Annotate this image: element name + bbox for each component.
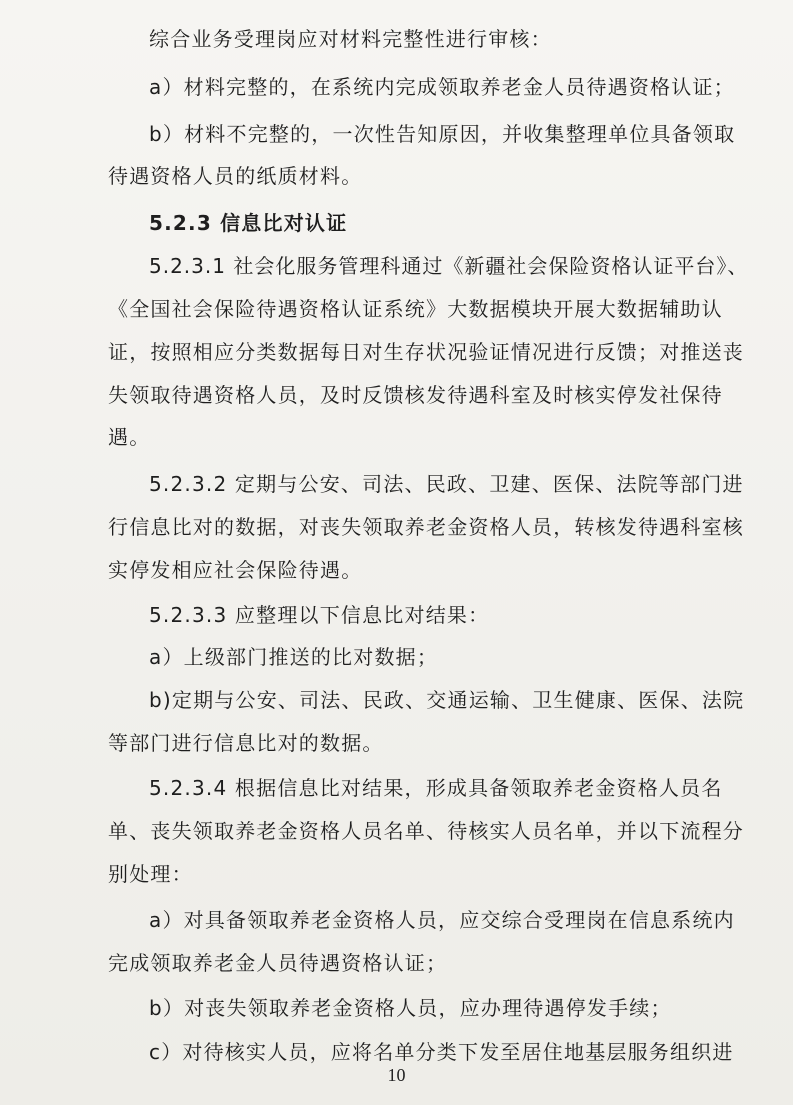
paragraph-line: c）对待核实人员，应将名单分类下发至居住地基层服务组织进: [149, 1040, 734, 1064]
paragraph-line: 实停发相应社会保险待遇。: [108, 558, 363, 582]
paragraph-line: 5.2.3.3 应整理以下信息比对结果：: [149, 603, 490, 627]
paragraph-line: 5.2.3.2 定期与公安、司法、民政、卫建、医保、法院等部门进: [149, 472, 744, 496]
paragraph-line: 等部门进行信息比对的数据。: [108, 731, 384, 755]
paragraph-line: 失领取待遇资格人员，及时反馈核发待遇科室及时核实停发社保待: [108, 383, 723, 407]
paragraph-line: 证，按照相应分类数据每日对生存状况验证情况进行反馈；对推送丧: [108, 340, 744, 364]
paragraph-line: a）材料完整的，在系统内完成领取养老金人员待遇资格认证；: [149, 75, 735, 99]
paragraph-line: a）上级部门推送的比对数据；: [149, 645, 439, 669]
paragraph-line: b）对丧失领取养老金资格人员，应办理待遇停发手续；: [149, 996, 672, 1020]
page-number: 10: [387, 1065, 406, 1085]
paragraph-line: 别处理：: [108, 862, 193, 886]
paragraph-line: 单、丧失领取养老金资格人员名单、待核实人员名单，并以下流程分: [108, 819, 744, 843]
paragraph-line: b）材料不完整的，一次性告知原因，并收集整理单位具备领取: [149, 122, 736, 146]
paragraph-line: 《全国社会保险待遇资格认证系统》大数据模块开展大数据辅助认: [108, 297, 723, 321]
paragraph-line: 5.2.3.1 社会化服务管理科通过《新疆社会保险资格认证平台》、: [149, 254, 749, 278]
paragraph-line: 待遇资格人员的纸质材料。: [108, 164, 363, 188]
paragraph-line: 5.2.3.4 根据信息比对结果，形成具备领取养老金资格人员名: [149, 776, 723, 800]
paragraph-line: 完成领取养老金人员待遇资格认证；: [108, 951, 448, 975]
paragraph-line: b)定期与公安、司法、民政、交通运输、卫生健康、医保、法院: [149, 688, 745, 712]
paragraph-line: 综合业务受理岗应对材料完整性进行审核：: [149, 27, 552, 51]
paragraph-line: a）对具备领取养老金资格人员，应交综合受理岗在信息系统内: [149, 908, 735, 932]
paragraph-line: 遇。: [108, 425, 151, 449]
paragraph-line: 行信息比对的数据，对丧失领取养老金资格人员，转核发待遇科室核: [108, 515, 744, 539]
section-heading: 5.2.3 信息比对认证: [149, 211, 348, 235]
